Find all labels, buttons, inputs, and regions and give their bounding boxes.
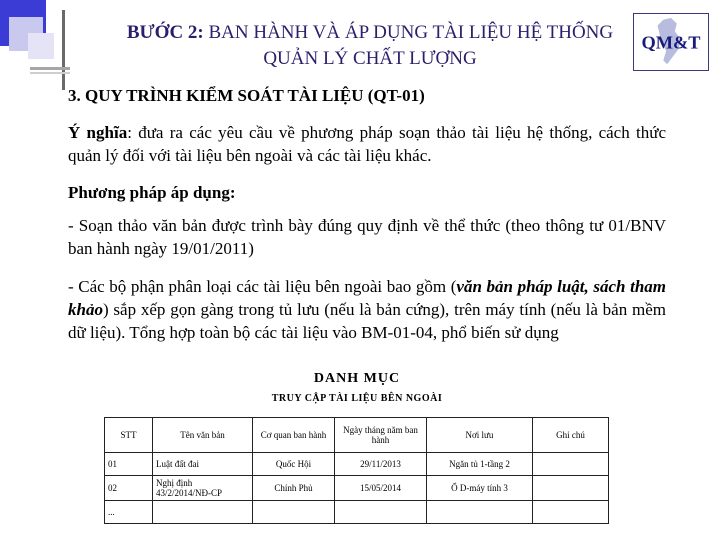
table-cell <box>533 453 609 476</box>
table-cell: 02 <box>105 476 153 501</box>
table-row <box>105 501 609 524</box>
bullet-two-end: ) sắp xếp gọn gàng trong tủ lưu (nếu là bản cứng), trên máy tính (nếu là bản mềm dữ liệu). Tổng hợp toàn bộ các tài liệu vào BM-01-04, phổ biến sử dụng <box>68 300 666 342</box>
table-cell: Luật đất đai <box>153 453 253 476</box>
table-header-cell: STT <box>105 418 153 453</box>
table-cell <box>253 501 335 524</box>
table-cell: Quốc Hội <box>253 453 335 476</box>
table-cell: 29/11/2013 <box>335 453 427 476</box>
slide-title <box>105 20 635 72</box>
method-heading: Phương pháp áp dụng: <box>68 183 236 202</box>
table-cell: Chính Phủ <box>253 476 335 501</box>
decor-vertical-line <box>62 10 65 90</box>
decor-square-light <box>28 33 54 59</box>
table-cell <box>533 501 609 524</box>
table-header-cell: Ghi chú <box>533 418 609 453</box>
table-row <box>105 453 609 476</box>
table-cell: Nghị định 43/2/2014/NĐ-CP <box>153 476 253 501</box>
meaning-paragraph <box>68 121 666 167</box>
bullet-one: - Soạn thảo văn bản được trình bày đúng quy định về thể thức (theo thông tư 01/BNV ban hành ngày 19/01/2011) <box>68 216 666 258</box>
table-header-cell: Ngày tháng năm ban hành <box>335 418 427 453</box>
company-logo <box>633 13 709 71</box>
logo-text: QM&T <box>641 32 701 53</box>
bullet-two-start: - Các bộ phận phân loại các tài liệu bên ngoài bao gồm ( <box>68 277 457 296</box>
table-cell: Ngăn tủ 1-tầng 2 <box>427 453 533 476</box>
scan-subtitle: TRUY CẬP TÀI LIỆU BÊN NGOÀI <box>271 393 443 404</box>
section-heading: 3. QUY TRÌNH KIỂM SOÁT TÀI LIỆU (QT-01) <box>68 86 425 105</box>
table-header-cell: Tên văn bản <box>153 418 253 453</box>
table-cell <box>427 501 533 524</box>
table-cell <box>153 501 253 524</box>
meaning-label: Ý nghĩa <box>68 123 128 142</box>
table-row <box>105 476 609 501</box>
table-cell <box>533 476 609 501</box>
decor-horizontal-line-2 <box>30 72 70 74</box>
decor-horizontal-line <box>30 67 70 70</box>
step-label: BƯỚC 2: <box>126 22 204 43</box>
table-cell: 01 <box>105 453 153 476</box>
title-text: BAN HÀNH VÀ ÁP DỤNG TÀI LIỆU HỆ THỐNG QUẢN LÝ CHẤT LƯỢNG <box>203 22 614 69</box>
meaning-text: : đưa ra các yêu cầu về phương pháp soạn thảo tài liệu hệ thống, cách thức quản lý đối với tài liệu bên ngoài và các tài liệu khác. <box>68 123 666 165</box>
document-table <box>104 417 609 524</box>
table-header-cell: Nơi lưu <box>427 418 533 453</box>
logo-graphic <box>634 14 708 70</box>
bullet-two <box>68 275 666 361</box>
scan-title: DANH MỤC <box>313 371 401 386</box>
scanned-table-image <box>100 369 614 534</box>
table-cell: Ổ D-máy tính 3 <box>427 476 533 501</box>
table-header-cell: Cơ quan ban hành <box>253 418 335 453</box>
table-cell: ... <box>105 501 153 524</box>
table-header-row <box>105 418 609 453</box>
bullet-two-emphasis: văn bản pháp luật, sách tham khảo <box>68 277 666 319</box>
table-cell <box>335 501 427 524</box>
table-cell: 15/05/2014 <box>335 476 427 501</box>
